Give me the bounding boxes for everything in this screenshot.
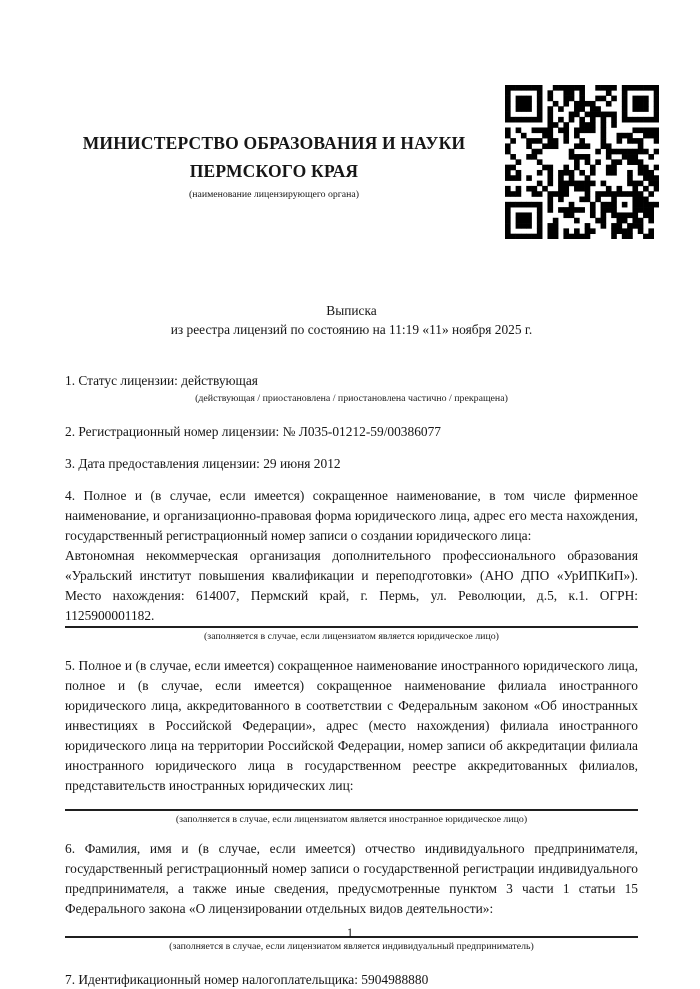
title-line1: Выписка: [326, 303, 377, 318]
document-title: [65, 301, 638, 339]
item-4-note: (заполняется в случае, если лицензиатом является юридическое лицо): [204, 631, 499, 642]
item-2-reg-number: 2. Регистрационный номер лицензии: № Л035-01212-59/00386077: [65, 424, 441, 439]
item-1-status: 1. Статус лицензии: действующая: [65, 373, 258, 388]
qr-code: [505, 85, 659, 239]
item-1-note: (действующая / приостановлена / приостановлена частично / прекращена): [195, 393, 508, 404]
item-5-note: (заполняется в случае, если лицензиатом является иностранное юридическое лицо): [175, 814, 528, 825]
item-4-licensee-value: Автономная некоммерческая организация дополнительного профессионального образования «Уральский институт повышения квалификации и переподготовки» (АНО ДПО «УрИПКиП»). Место нахождения: 614007, Пермский край, г. Пермь, ул. Революции, д.5, к.1. ОГРН: 1125900001182.: [65, 548, 638, 623]
ministry-caption: (наименование лицензирующего органа): [188, 189, 359, 200]
page-number: 1: [346, 926, 354, 940]
item-7-inn: 7. Идентификационный номер налогоплательщика: 5904988880: [65, 972, 429, 987]
item-4-label: 4. Полное и (в случае, если имеется) сокращенное наименование, в том числе фирменное наименование, и организационно-правовая форма юридического лица, адрес его места нахождения, государственный регистрационный номер записи о создании юридического лица:: [65, 488, 638, 543]
ministry-name-line1: МИНИСТЕРСТВО ОБРАЗОВАНИЯ И НАУКИ: [82, 133, 466, 153]
qr-code-icon: [505, 85, 659, 239]
item-3-license-date: 3. Дата предоставления лицензии: 29 июня 2012: [65, 456, 341, 471]
title-line2: из реестра лицензий по состоянию на 11:19 «11» ноября 2025 г.: [170, 322, 533, 337]
item-5-label: 5. Полное и (в случае, если имеется) сокращенное наименование иностранного юридического лица, полное и (в случае, если имеется) сокращенное наименование филиала иностранного юридического лица, аккредитованного в соответствии с Федеральным законом «Об иностранных инвестициях в Российской Федерации», адрес (место нахождения) филиала иностранного юридического лица на территории Российской Федерации, номер записи об аккредитации филиала иностранного юридического лица в государственном реестре аккредитованных филиалов, представительств иностранных юридических лиц:: [65, 658, 638, 793]
fill-line: [65, 809, 638, 811]
fill-line: [65, 626, 638, 628]
item-6-label: 6. Фамилия, имя и (в случае, если имеется) отчество индивидуального предпринимателя, государственный регистрационный номер записи о государственной регистрации индивидуального предпринимателя, а также иные сведения, предусмотренные пунктом 3 части 1 статьи 15 Федерального закона «О лицензировании отдельных видов деятельности»:: [65, 841, 638, 916]
ministry-header: [58, 129, 490, 201]
document-body: [65, 301, 638, 989]
ministry-name-line2: ПЕРМСКОГО КРАЯ: [189, 161, 359, 181]
item-6-note: (заполняется в случае, если лицензиатом является индивидуальный предприниматель): [169, 941, 534, 952]
